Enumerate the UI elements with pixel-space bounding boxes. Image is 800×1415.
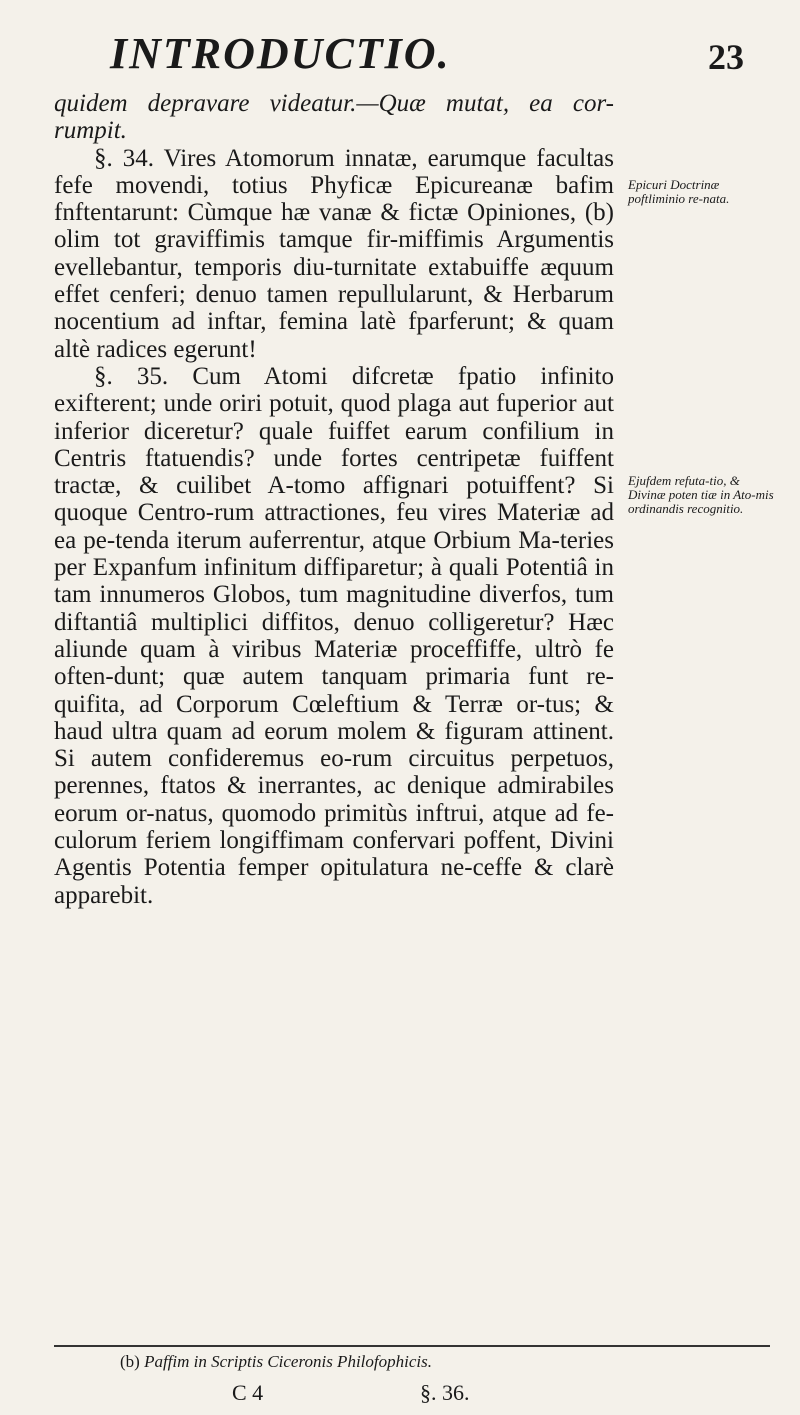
footnote-rule [54, 1345, 770, 1347]
opening-line: quidem depravare videatur.—Quæ mutat, ea cor-rumpit. [54, 90, 614, 145]
footnote-mark: (b) [120, 1352, 140, 1371]
paragraph-34 [54, 145, 614, 363]
main-text [54, 90, 614, 909]
margin-note-epicurus: Epicuri Doctrinæ poftliminio re-nata. [628, 177, 730, 206]
paragraph-text: Vires Atomorum innatæ, earumque facultas fefe movendi, totius Phyficæ Epicureanæ bafim fnftentarunt: Cùmque hæ vanæ & fictæ Opiniones, (b) olim tot graviffimis tamque fir-miffimis Argumentis evellebantur, temporis diu-turnitate extabuiffe æquum effet cenferi; denuo tamen repullularunt, & Herbarum nocentium ad inftar, femina latè fparferunt; & quam altè radices egerunt! [54, 144, 614, 363]
footnote [120, 1352, 432, 1372]
running-title: INTRODUCTIO. [110, 29, 451, 78]
catchword: §. 36. [420, 1380, 470, 1405]
page-number: 23 [708, 37, 744, 77]
paragraph-text: Cum Atomi difcretæ fpatio infinito exifterent; unde oriri potuit, quod plaga aut fuperior aut inferior diceretur? quale fuiffet earum confilium in Centris ftatuendis? unde fortes centripetæ fuiffent tractæ, & cuilibet A-tomo affignari potuiffent? Si quoque Centro-rum attractiones, feu vires Materiæ ad ea pe-tenda iterum auferrentur, atque Orbium Ma-teries per Expanfum infinitum diffiparetur; à quali Potentiâ in tam innumeros Globos, tum magnitudine diverfos, tum diftantiâ multiplici diffitos, denuo colligeretur? Hæc aliunde quam à viribus Materiæ proceffiffe, ultrò fe often-dunt; quæ autem tanquam primaria funt re-quifita, ad Corporum Cœleftium & Terræ or-tus; & haud ultra quam ad eorum molem & figuram attinent. Si autem confideremus eo-rum circuitus perpetuos, perennes, ftatos & inerrantes, ac denique admirabiles eorum or-natus, quomodo primitùs inftrui, atque ad fe-culorum feriem longiffimam confervari poffent, Divini Agentis Potentia femper opitulatura ne-ceffe & clarè apparebit. [54, 362, 614, 909]
paragraph-number: §. 34. [94, 144, 155, 172]
footnote-text: Paffim in Scriptis Ciceronis Philofophicis. [144, 1352, 432, 1371]
paragraph-35 [54, 363, 614, 909]
paragraph-number: §. 35. [94, 362, 169, 390]
margin-note-refutation: Ejufdem refuta-tio, & Divinæ poten tiæ in Ato-mis ordinandis recognitio. [628, 473, 774, 516]
signature-mark: C 4 [232, 1380, 264, 1405]
